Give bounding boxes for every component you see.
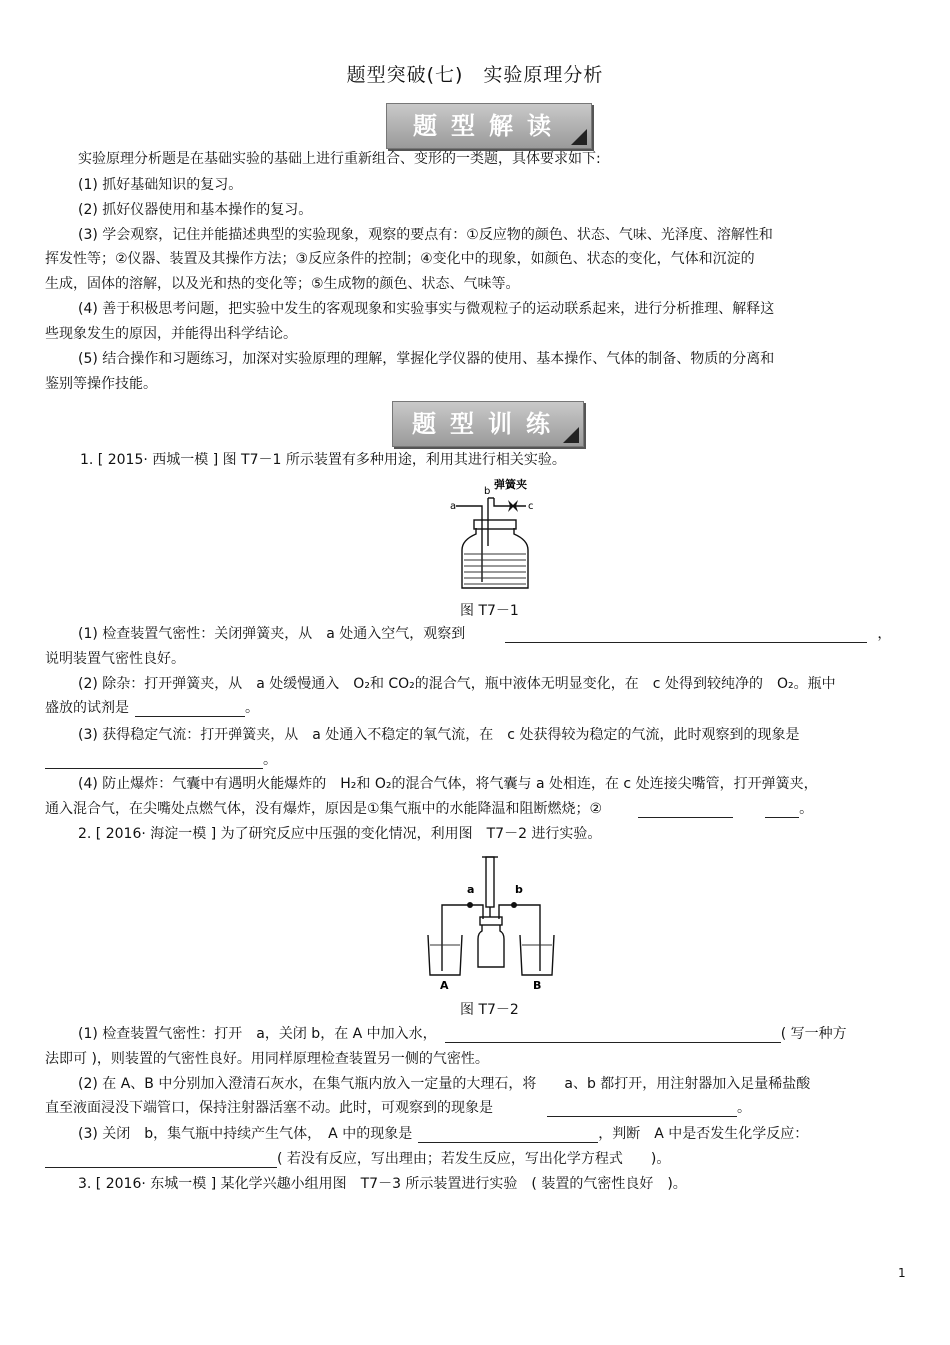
q1-part2-line1: (2) 除杂：打开弹簧夹，从 a 处缓慢通入 O₂和 CO₂的混合气，瓶中液体无明显变化，在 c 处得到较纯净的 O₂。瓶中 — [78, 676, 836, 692]
q2-part3-answer-blank-b[interactable] — [45, 1153, 277, 1168]
question-2-stem: 2. [ 2016· 海淀一模 ] 为了研究反应中压强的变化情况，利用图 T7－2 进行实验。 — [78, 826, 602, 842]
q2-part1-text: (1) 检查装置气密性：打开 a，关闭 b，在 A 中加入水， — [78, 1026, 437, 1042]
q2-part3-line2 — [45, 1150, 670, 1168]
q2-part2-line1: (2) 在 A、B 中分别加入澄清石灰水，在集气瓶内放入一定量的大理石，将 a、b 都打开，用注射器加入足量稀盐酸 — [78, 1076, 811, 1092]
intro-line: (3) 学会观察，记住并能描述典型的实验现象，观察的要点有：①反应物的颜色、状态、气味、光泽度、溶解性和 — [78, 227, 773, 243]
intro-line: 生成，固体的溶解，以及光和热的变化等；⑤生成物的颜色、状态、气味等。 — [45, 276, 520, 292]
intro-line: (1) 抓好基础知识的复习。 — [78, 177, 243, 193]
q2-part2-line2 — [45, 1099, 751, 1117]
fig1-label-c: c — [528, 501, 534, 512]
q1-part3-answer-blank[interactable] — [45, 754, 263, 769]
intro-line: 些现象发生的原因，并能得出科学结论。 — [45, 326, 297, 342]
fig1-label-b: b — [484, 486, 491, 497]
page-title: 题型突破(七) 实验原理分析 — [346, 64, 604, 86]
q2-part3-text-mid: ，判断 A 中是否发生化学反应： — [598, 1126, 809, 1142]
figure-t7-2-apparatus — [420, 853, 560, 993]
q2-part3-answer-blank-a[interactable] — [418, 1128, 598, 1143]
q1-part2-answer-blank[interactable] — [135, 702, 245, 717]
q2-part1-line2: 法即可 )，则装置的气密性良好。用同样原理检查装置另一侧的气密性。 — [45, 1051, 489, 1067]
q1-part2-line2 — [45, 699, 259, 717]
q1-part1-line2: 说明装置气密性良好。 — [45, 651, 185, 667]
q1-part3-line2 — [45, 751, 277, 769]
q2-part2-text: 直至液面浸没下端管口，保持注射器活塞不动。此时，可观察到的现象是 — [45, 1100, 493, 1116]
fig1-label-clip: 弹簧夹 — [494, 478, 527, 491]
figure-t7-1-caption: 图 T7－1 — [460, 603, 519, 619]
page-number: 1 — [898, 1266, 906, 1280]
intro-line: (5) 结合操作和习题练习，加深对实验原理的理解，掌握化学仪器的使用、基本操作、气体的制备、物质的分离和 — [78, 351, 775, 367]
fig1-label-a: a — [450, 501, 457, 512]
q1-part1-answer-blank[interactable] — [505, 628, 867, 643]
q1-part4-answer-blank-a[interactable] — [638, 803, 733, 818]
q1-part4-line2 — [45, 800, 813, 818]
q1-part1-text: (1) 检查装置气密性：关闭弹簧夹，从 a 处通入空气，观察到 — [78, 626, 466, 642]
fig2-label-A: A — [440, 979, 449, 992]
q1-part3-period: 。 — [263, 752, 277, 768]
fig2-label-b: b — [515, 883, 523, 896]
q2-part3-text: (3) 关闭 b，集气瓶中持续产生气体， A 中的现象是 — [78, 1126, 413, 1142]
fig2-label-B: B — [533, 979, 542, 992]
q2-part1-answer-blank[interactable] — [445, 1028, 781, 1043]
question-1-stem: 1. [ 2015· 西城一模 ] 图 T7－1 所示装置有多种用途，利用其进行相关实验。 — [80, 452, 566, 468]
banner-corner-icon — [571, 129, 587, 145]
q1-part2-period: 。 — [245, 700, 259, 716]
figure-t7-1-apparatus — [448, 476, 548, 596]
q2-part3-hint: ( 若没有反应，写出理由；若发生反应，写出化学方程式 )。 — [277, 1151, 671, 1167]
banner-training — [392, 401, 584, 447]
banner-corner-icon — [563, 427, 579, 443]
q2-part3-line1 — [78, 1125, 808, 1143]
fig2-label-a: a — [467, 883, 475, 896]
intro-line: 鉴别等操作技能。 — [45, 376, 157, 392]
q1-part4-text: 通入混合气，在尖嘴处点燃气体，没有爆炸，原因是①集气瓶中的水能降温和阻断燃烧；② — [45, 801, 603, 817]
question-3-stem: 3. [ 2016· 东城一模 ] 某化学兴趣小组用图 T7－3 所示装置进行实验 ( 装置的气密性良好 )。 — [78, 1176, 687, 1192]
banner-reading — [386, 103, 592, 149]
intro-line: 挥发性等；②仪器、装置及其操作方法；③反应条件的控制；④变化中的现象，如颜色、状态的变化，气体和沉淀的 — [45, 251, 755, 267]
q2-part2-period: 。 — [737, 1100, 751, 1116]
q1-part3-line1: (3) 获得稳定气流：打开弹簧夹，从 a 处通入不稳定的氧气流，在 c 处获得较为稳定的气流，此时观察到的现象是 — [78, 727, 800, 743]
q2-part1-line1 — [78, 1025, 847, 1043]
figure-t7-2-caption: 图 T7－2 — [460, 1002, 519, 1018]
banner-training-label: 题型训练 — [412, 409, 564, 438]
q2-part2-answer-blank[interactable] — [547, 1102, 737, 1117]
q2-part1-hint: ( 写一种方 — [780, 1026, 847, 1042]
banner-reading-label: 题型解读 — [413, 111, 565, 140]
intro-line: (4) 善于积极思考问题，把实验中发生的客观现象和实验事实与微观粒子的运动联系起来，进行分析推理、解释这 — [78, 301, 775, 317]
intro-line: 实验原理分析题是在基础实验的基础上进行重新组合、变形的一类题，具体要求如下: — [78, 151, 601, 167]
q1-part1-line1 — [78, 625, 891, 643]
q1-part1-comma: ， — [877, 626, 892, 642]
q1-part4-answer-blank-b[interactable] — [765, 803, 799, 818]
q1-part2-text: 盛放的试剂是 — [45, 700, 129, 716]
q1-part4-line1: (4) 防止爆炸：气囊中有遇明火能爆炸的 H₂和 O₂的混合气体，将气囊与 a 处相连，在 c 处连接尖嘴管，打开弹簧夹， — [78, 776, 818, 792]
q1-part4-period: 。 — [799, 801, 814, 817]
intro-line: (2) 抓好仪器使用和基本操作的复习。 — [78, 202, 313, 218]
